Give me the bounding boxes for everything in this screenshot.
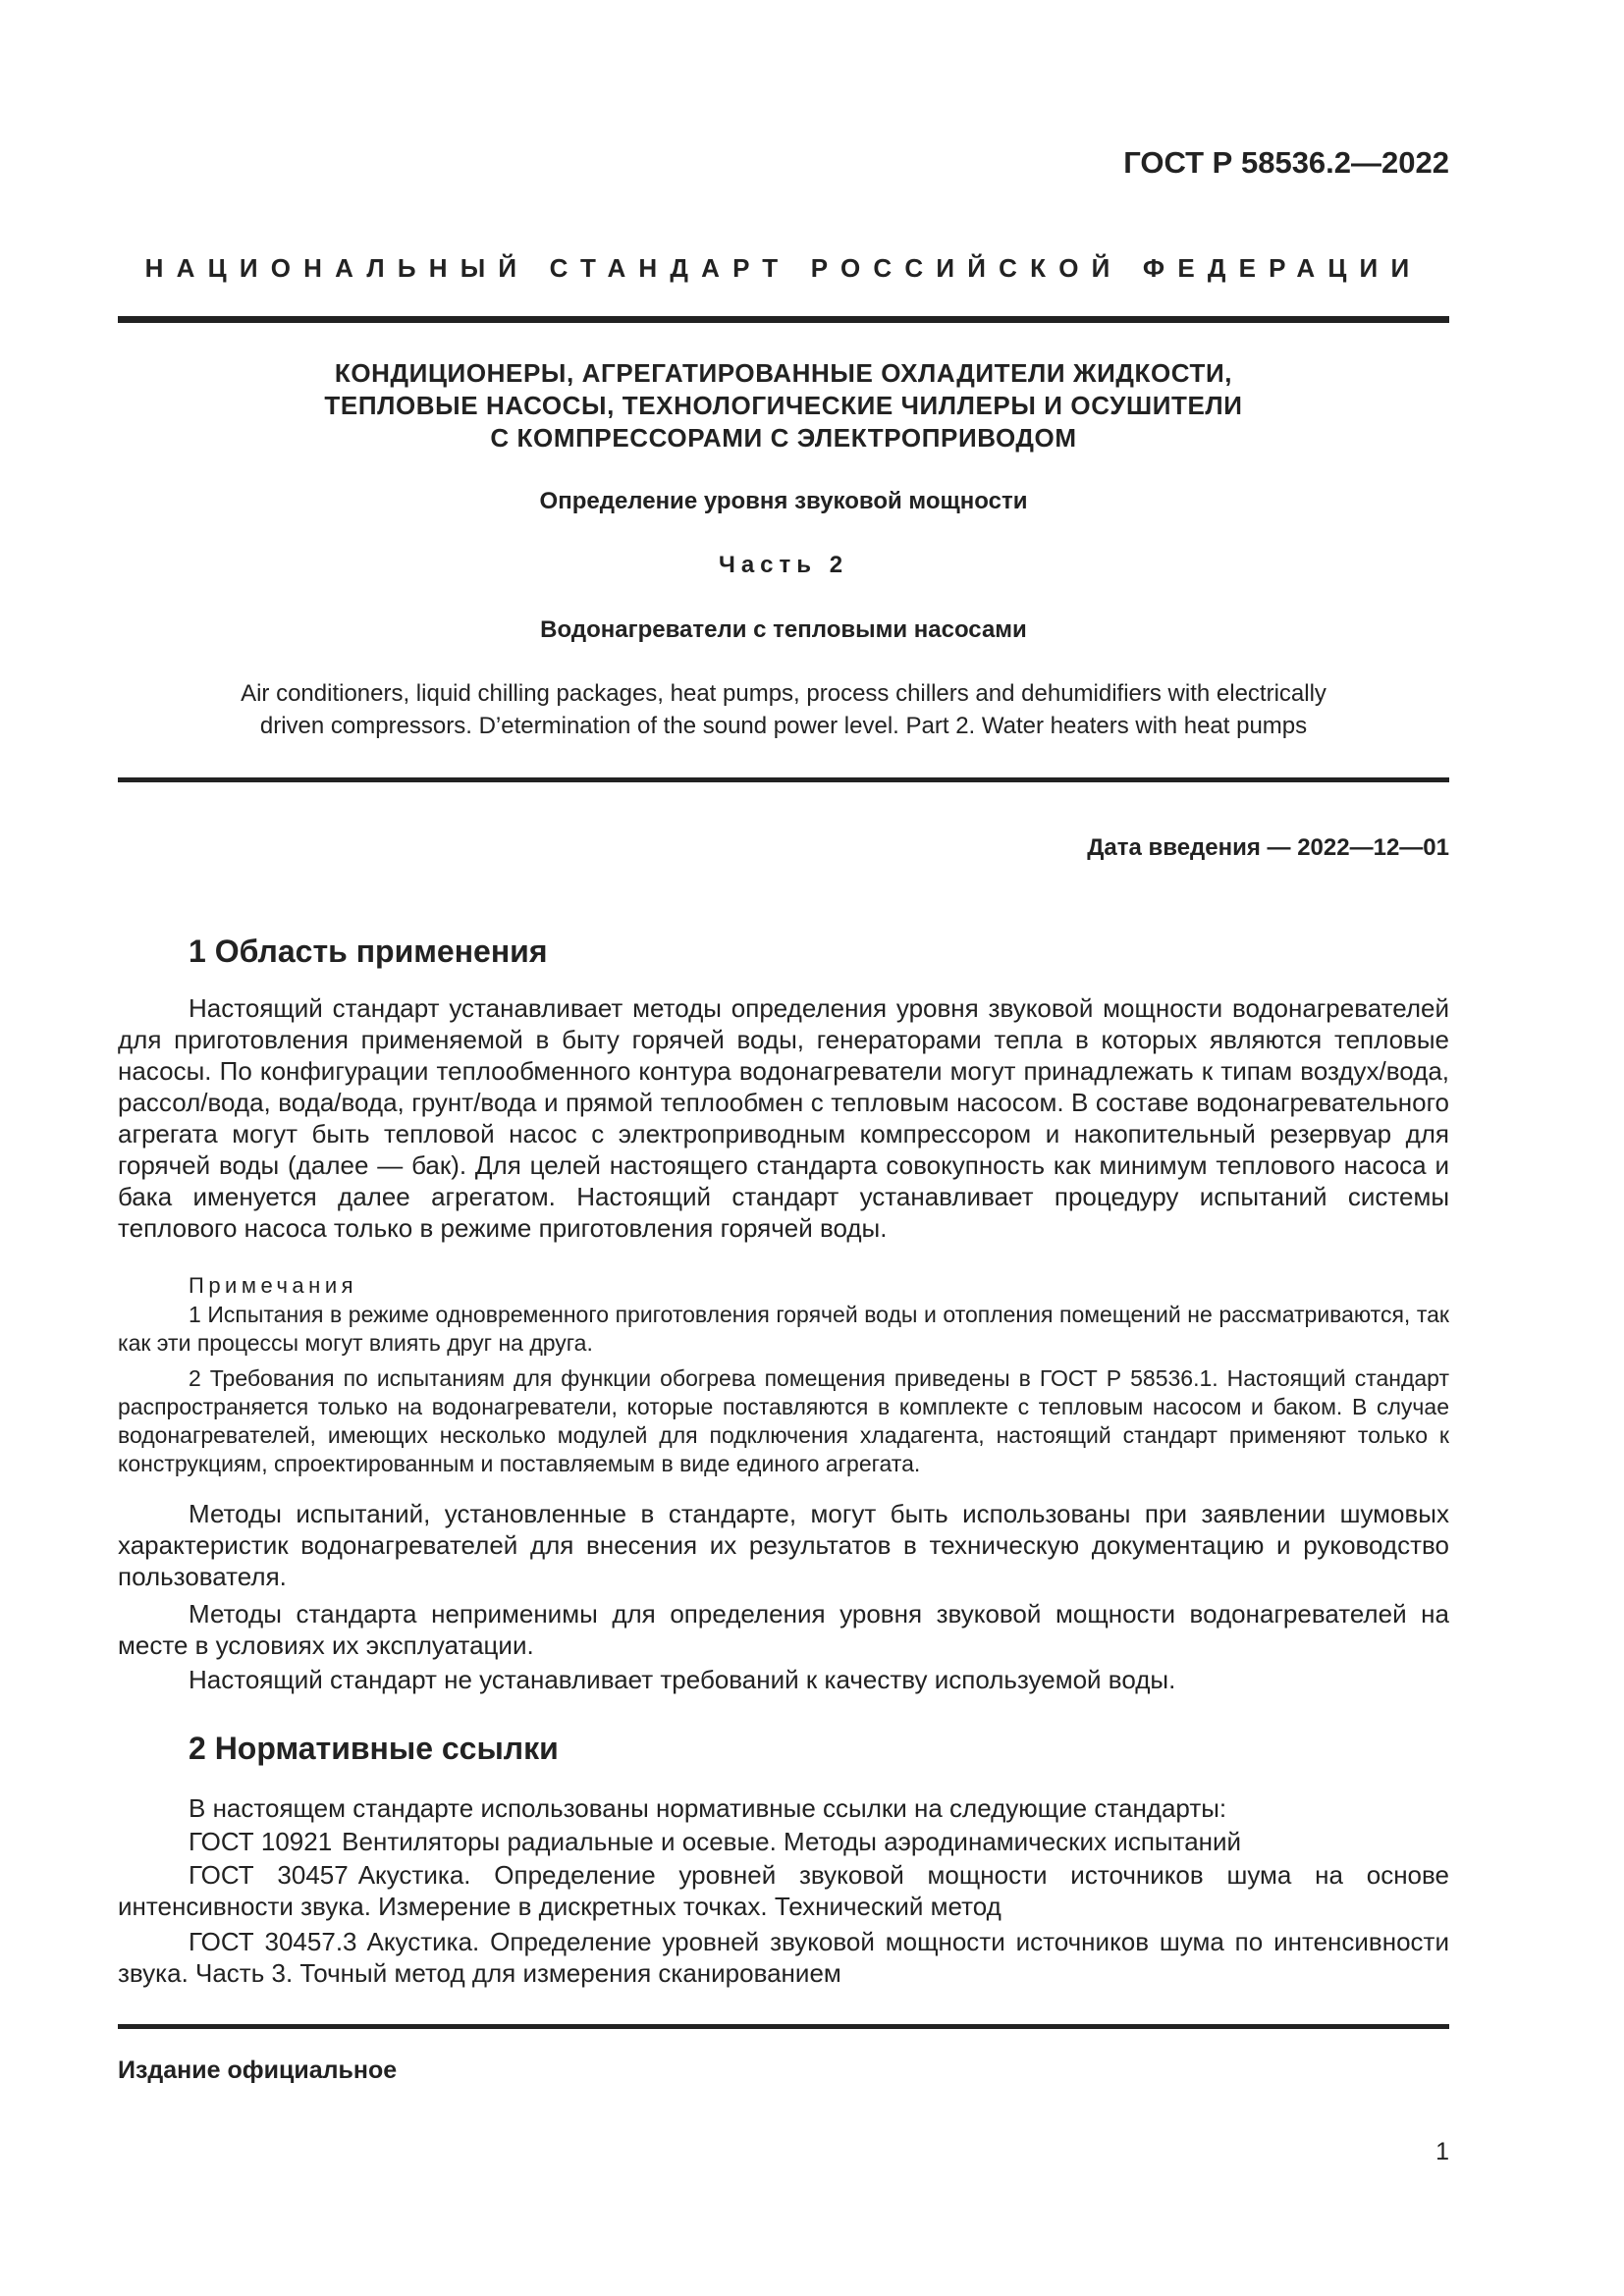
- reference-text: Акустика. Определение уровней звуковой мощности источников шума по интенсивности звука. Часть 3. Точный метод для измерения сканированием: [118, 1927, 1449, 1988]
- main-title-line: КОНДИЦИОНЕРЫ, АГРЕГАТИРОВАННЫЕ ОХЛАДИТЕЛИ ЖИДКОСТИ,: [334, 358, 1233, 388]
- intro-date: Дата введения — 2022—12—01: [1087, 834, 1449, 861]
- doc-number: ГОСТ Р 58536.2—2022: [1123, 145, 1449, 180]
- main-title-line: ТЕПЛОВЫЕ НАСОСЫ, ТЕХНОЛОГИЧЕСКИЕ ЧИЛЛЕРЫ И ОСУШИТЕЛИ: [324, 391, 1243, 420]
- page-number: 1: [1435, 2138, 1449, 2165]
- footer-rule: [118, 2024, 1449, 2029]
- reference-item: [118, 1859, 1449, 1922]
- section-1-paragraph: Настоящий стандарт устанавливает методы определения уровня звуковой мощности водонагревателей для приготовления применяемой в быту горячей воды, генераторами тепла в которых являются тепловые насосы. По конфигурации теплообменного контура водонагреватели могут принадлежать к типам воздух/вода, рассол/вода, вода/вода, грунт/вода и прямой теплообмен с тепловым насосом. В составе водонагревательного агрегата могут быть тепловой насос с электроприводным компрессором и накопительный резервуар для горячей воды (далее — бак). Для целей настоящего стандарта совокупность как минимум теплового насоса и бака именуется далее агрегатом. Настоящий стандарт устанавливает процедуру испытаний системы теплового насоса только в режиме приготовления горячей воды.: [118, 993, 1449, 1243]
- main-title: [118, 357, 1449, 454]
- reference-item: [118, 1926, 1449, 1989]
- header-rule: [118, 316, 1449, 323]
- reference-number: ГОСТ 10921: [189, 1827, 333, 1856]
- title-rule: [118, 777, 1449, 782]
- reference-number: ГОСТ 30457.3: [189, 1927, 357, 1956]
- main-title-line: С КОМПРЕССОРАМИ С ЭЛЕКТРОПРИВОДОМ: [490, 423, 1077, 453]
- english-title-line: driven compressors. D’etermination of the sound power level. Part 2. Water heaters with heat pumps: [259, 713, 1308, 739]
- section-1-paragraph: Методы испытаний, установленные в стандарте, могут быть использованы при заявлении шумовых характеристик водонагревателей для внесения их результатов в техническую документацию и руководство пользователя.: [118, 1499, 1449, 1591]
- reference-item: [118, 1826, 1449, 1857]
- note-2: 2 Требования по испытаниям для функции обогрева помещения приведены в ГОСТ Р 58536.1. Настоящий стандарт распространяется только на водонагреватели, которые поставляются в комплекте с тепловым насосом и баком. В случае водонагревателей, имеющих несколько модулей для подключения хладагента, настоящий стандарт применяют только к конструкциям, спроектированным и поставляемым в виде единого агрегата.: [118, 1365, 1449, 1476]
- national-standard-title: НАЦИОНАЛЬНЫЙ СТАНДАРТ РОССИЙСКОЙ ФЕДЕРАЦИИ: [144, 253, 1423, 283]
- official-edition-label: Издание официальное: [118, 2056, 398, 2084]
- subtitle: Определение уровня звуковой мощности: [539, 488, 1028, 514]
- part-label: Часть 2: [718, 552, 849, 578]
- section-2-intro: В настоящем стандарте использованы нормативные ссылки на следующие стандарты:: [189, 1793, 1227, 1823]
- section-1-heading: 1 Область применения: [189, 934, 548, 969]
- reference-number: ГОСТ 30457: [189, 1860, 349, 1890]
- english-title: [118, 677, 1449, 742]
- section-1-paragraph: Методы стандарта неприменимы для определения уровня звуковой мощности водонагревателей на месте в условиях их эксплуатации.: [118, 1599, 1449, 1660]
- english-title-line: Air conditioners, liquid chilling packages, heat pumps, process chillers and dehumidifiers with electrically: [241, 680, 1326, 707]
- reference-text: Акустика. Определение уровней звуковой мощности источников шума на основе интенсивности звука. Измерение в дискретных точках. Технический метод: [118, 1860, 1449, 1921]
- section-1-paragraph: Настоящий стандарт не устанавливает требований к качеству используемой воды.: [189, 1665, 1176, 1694]
- notes-label: Примечания: [189, 1273, 358, 1298]
- reference-text: Вентиляторы радиальные и осевые. Методы аэродинамических испытаний: [342, 1827, 1242, 1856]
- section-2-heading: 2 Нормативные ссылки: [189, 1731, 559, 1766]
- note-1: 1 Испытания в режиме одновременного приготовления горячей воды и отопления помещений не рассматриваются, так как эти процессы могут влиять друг на друга.: [118, 1302, 1449, 1356]
- document-page: [118, 0, 1449, 2296]
- part-title: Водонагреватели с тепловыми насосами: [540, 616, 1027, 643]
